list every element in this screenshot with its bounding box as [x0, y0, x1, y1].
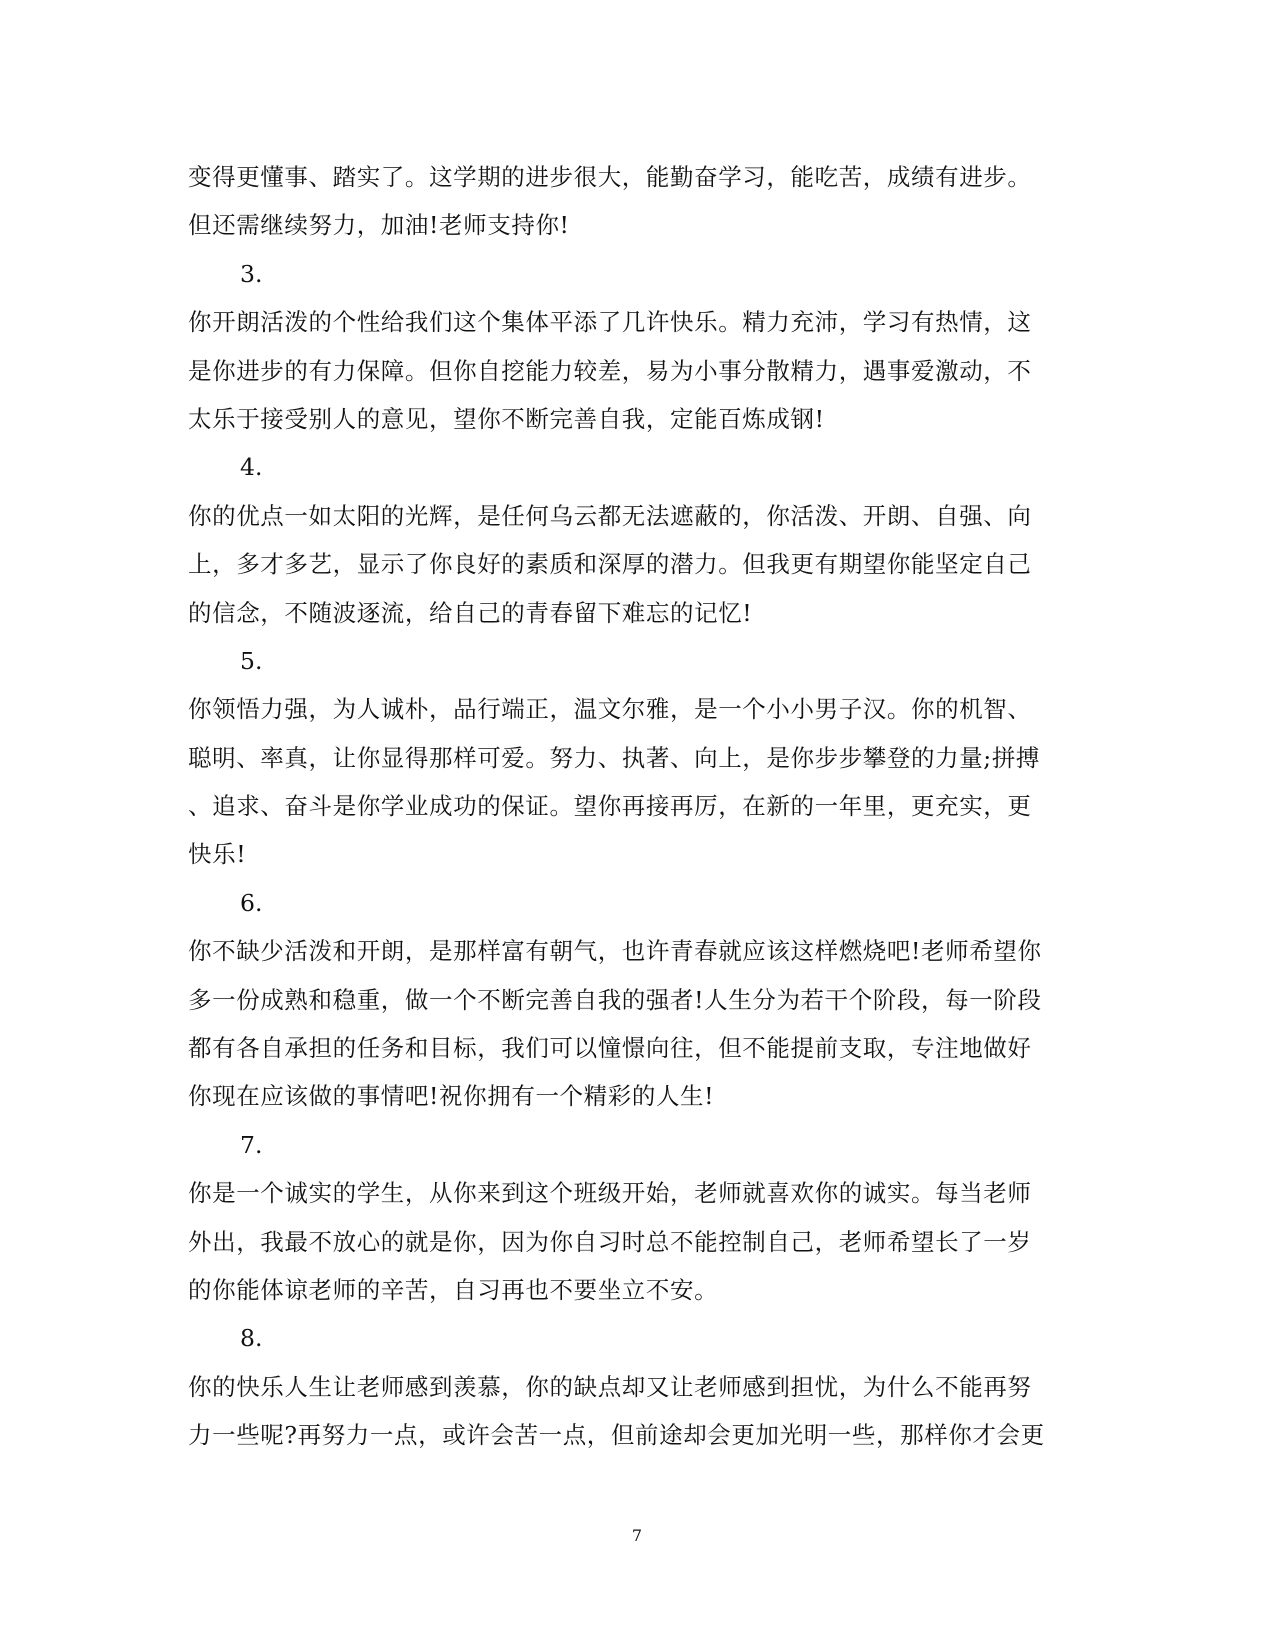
- page-number: 7: [631, 1526, 643, 1545]
- item-number: 5.: [240, 646, 263, 675]
- text-line: 是你进步的有力保障。但你自挖能力较差，易为小事分散精力，遇事爱激动，不: [188, 356, 1032, 385]
- text-line: 的信念，不随波逐流，给自己的青春留下难忘的记忆!: [188, 598, 753, 627]
- text-line: 你不缺少活泼和开朗，是那样富有朝气，也许青春就应该这样燃烧吧!老师希望你: [188, 937, 1042, 966]
- text-line: 但还需继续努力，加油!老师支持你!: [188, 211, 570, 240]
- text-line: 力一些呢?再努力一点，或许会苦一点，但前途却会更加光明一些，那样你才会更: [188, 1421, 1045, 1450]
- text-line: 都有各自承担的任务和目标，我们可以憧憬向往，但不能提前支取，专注地做好: [188, 1034, 1032, 1063]
- item-number: 3.: [240, 259, 263, 288]
- text-line: 的你能体谅老师的辛苦，自习再也不要坐立不安。: [188, 1275, 719, 1304]
- text-line: 上，多才多艺，显示了你良好的素质和深厚的潜力。但我更有期望你能坚定自己: [188, 550, 1032, 579]
- item-number: 8.: [240, 1324, 263, 1353]
- text-line: 你的优点一如太阳的光辉，是任何乌云都无法遮蔽的，你活泼、开朗、自强、向: [188, 501, 1032, 530]
- text-line: 你是一个诚实的学生，从你来到这个班级开始，老师就喜欢你的诚实。每当老师: [188, 1179, 1032, 1208]
- item-number: 4.: [240, 453, 263, 482]
- text-line: 多一份成熟和稳重，做一个不断完善自我的强者!人生分为若干个阶段，每一阶段: [188, 985, 1042, 1014]
- text-line: 快乐!: [188, 840, 247, 869]
- text-line: 聪明、率真，让你显得那样可爱。努力、执著、向上，是你步步攀登的力量;拼搏: [188, 743, 1041, 772]
- item-number: 6.: [240, 888, 263, 917]
- text-line: 你现在应该做的事情吧!祝你拥有一个精彩的人生!: [188, 1082, 715, 1111]
- body-text: [188, 153, 1073, 1460]
- text-line: 变得更懂事、踏实了。这学期的进步很大，能勤奋学习，能吃苦，成绩有进步。: [188, 163, 1032, 191]
- item-number: 7.: [240, 1130, 263, 1159]
- text-line: 、追求、奋斗是你学业成功的保证。望你再接再厉，在新的一年里，更充实，更: [188, 792, 1032, 821]
- text-line: 你的快乐人生让老师感到羡慕，你的缺点却又让老师感到担忧，为什么不能再努: [188, 1372, 1032, 1401]
- text-line: 外出，我最不放心的就是你，因为你自习时总不能控制自己，老师希望长了一岁: [188, 1227, 1032, 1256]
- text-line: 你领悟力强，为人诚朴，品行端正，温文尔雅，是一个小小男子汉。你的机智、: [188, 695, 1032, 724]
- text-line: 你开朗活泼的个性给我们这个集体平添了几许快乐。精力充沛，学习有热情，这: [188, 308, 1032, 337]
- text-line: 太乐于接受别人的意见，望你不断完善自我，定能百炼成钢!: [188, 404, 825, 433]
